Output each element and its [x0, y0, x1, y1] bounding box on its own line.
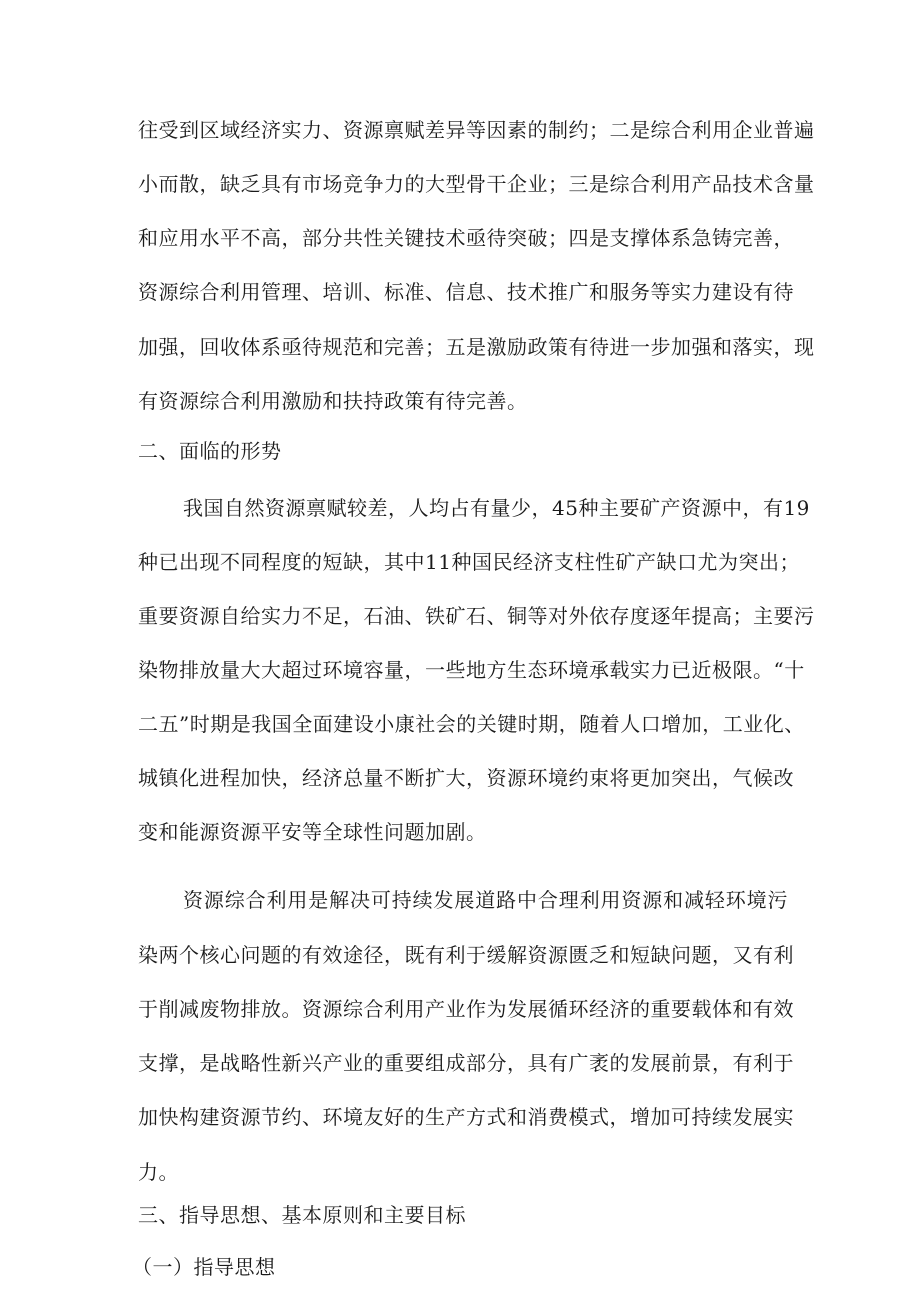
- subsection-heading: （一）指导思想: [132, 1255, 276, 1279]
- paragraph-line: 和应用水平不高，部分共性关键技术亟待突破；四是支撑体系急铸完善，: [138, 226, 794, 250]
- paragraph-line: 二五”时期是我国全面建设小康社会的关键时期，随着人口增加，工业化、: [138, 712, 805, 736]
- paragraph-line: 往受到区域经济实力、资源禀赋差异等因素的制约；二是综合利用企业普遍: [138, 118, 815, 142]
- paragraph-line: 我国自然资源禀赋较差，人均占有量少，45种主要矿产资源中，有19: [183, 496, 810, 520]
- paragraph-line: 支撑，是战略性新兴产业的重要组成部分，具有广袤的发展前景，有利于: [138, 1051, 794, 1075]
- section-heading: 三、指导思想、基本原则和主要目标: [138, 1203, 466, 1227]
- paragraph-line: 加快构建资源节约、环境友好的生产方式和消费模式，增加可持续发展实: [138, 1105, 794, 1129]
- paragraph-line: 染两个核心问题的有效途径，既有利于缓解资源匮乏和短缺问题，又有利: [138, 943, 794, 967]
- paragraph-line: 于削减废物排放。资源综合利用产业作为发展循环经济的重要载体和有效: [138, 997, 794, 1021]
- paragraph-line: 重要资源自给实力不足，石油、铁矿石、铜等对外依存度逐年提高；主要污: [138, 604, 815, 628]
- paragraph-line: 小而散，缺乏具有市场竞争力的大型骨干企业；三是综合利用产品技术含量: [138, 172, 815, 196]
- section-heading: 二、面临的形势: [138, 439, 282, 463]
- paragraph-line: 城镇化进程加快，经济总量不断扩大，资源环境约束将更加突出，气候改: [138, 766, 794, 790]
- paragraph-line: 有资源综合利用激励和扶持政策有待完善。: [138, 389, 528, 413]
- paragraph-line: 资源综合利用管理、培训、标准、信息、技术推广和服务等实力建设有待: [138, 280, 794, 304]
- paragraph-line: 资源综合利用是解决可持续发展道路中合理利用资源和减轻环境污: [183, 888, 788, 912]
- paragraph-line: 染物排放量大大超过环境容量，一些地方生态环境承载实力已近极限。“十: [138, 658, 805, 682]
- paragraph-line: 加强，回收体系亟待规范和完善；五是激励政策有待进一步加强和落实，现: [138, 335, 815, 359]
- paragraph-line: 力。: [138, 1160, 179, 1184]
- paragraph-line: 种已出现不同程度的短缺，其中11种国民经济支柱性矿产缺口尤为突出；: [138, 550, 800, 574]
- paragraph-line: 变和能源资源平安等全球性问题加剧。: [138, 820, 487, 844]
